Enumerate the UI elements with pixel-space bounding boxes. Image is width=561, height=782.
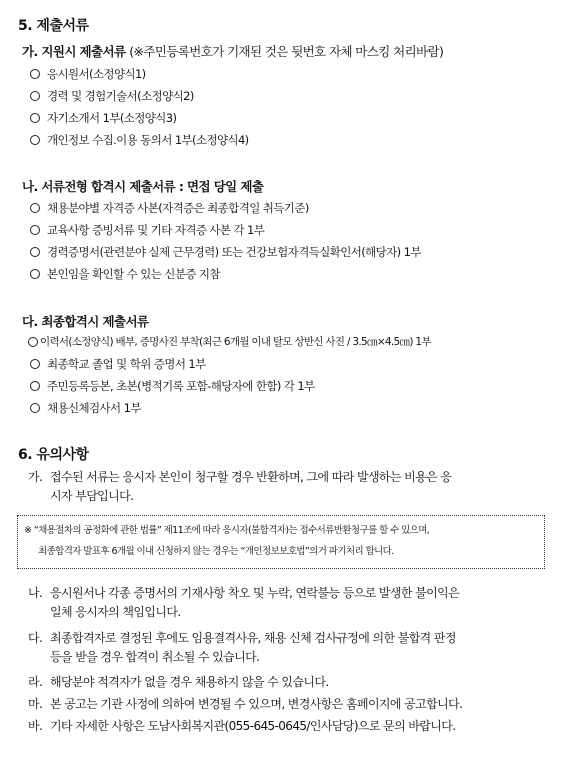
- notice-marker: 가.: [28, 470, 43, 484]
- notice-ma: 마. 본 공고는 기관 사정에 의하여 변경될 수 있으며, 변경사항은 홈페이지에 공고합니다.: [28, 695, 462, 714]
- subsection-ga-title: 가. 지원시 제출서류: [22, 44, 126, 59]
- circle-bullet-icon: [30, 135, 40, 145]
- list-item: 채용신체검사서 1부: [30, 400, 141, 416]
- list-item: 최종학교 졸업 및 학위 증명서 1부: [30, 356, 206, 372]
- notice-marker: 바.: [28, 719, 43, 733]
- list-item: 경력증명서(관련분야 실제 근무경력) 또는 건강보험자격득실확인서(해당자) 1부: [30, 244, 421, 260]
- section5-title: 5. 제출서류: [18, 18, 89, 34]
- list-item: 교육사항 증빙서류 및 기타 자격증 사본 각 1부: [30, 222, 264, 238]
- list-item: 주민등록등본, 초본(병적기록 포함-해당자에 한함) 각 1부: [30, 378, 315, 394]
- list-item: 자기소개서 1부(소정양식3): [30, 110, 176, 126]
- circle-bullet-icon: [30, 269, 40, 279]
- circle-bullet-icon: [30, 403, 40, 413]
- notice-ba: 바. 기타 자세한 사항은 도남사회복지관(055-645-0645/인사담당)으로 문의 바랍니다.: [28, 717, 456, 736]
- subsection-da-title: 다. 최종합격시 제출서류: [22, 314, 149, 329]
- notice-marker: 마.: [28, 697, 43, 711]
- notice-marker: 나.: [28, 586, 43, 600]
- list-item: 이력서(소정양식) 배부, 증명사진 부착(최근 6개월 이내 탈모 상반신 사진 / 3.5㎝×4.5㎝) 1부: [28, 334, 431, 349]
- circle-bullet-icon: [30, 69, 40, 79]
- legal-note-line1: ※ “채용절차의 공정화에 관한 법률” 제11조에 따라 응시자(불합격자)는 접수서류반환청구를 할 수 있으며,: [24, 525, 430, 536]
- list-item: 응시원서(소정양식1): [30, 66, 146, 82]
- circle-bullet-icon: [30, 203, 40, 213]
- circle-bullet-icon: [30, 381, 40, 391]
- notice-marker: 다.: [28, 631, 43, 645]
- legal-note-line2: 최종합격자 발표후 6개월 이내 신청하지 않는 경우는 “개인정보보호법”의거 파기처리 합니다.: [38, 546, 394, 557]
- masking-note: (※주민등록번호가 기재된 것은 뒷번호 자체 마스킹 처리바람): [129, 44, 444, 59]
- list-item: 개인정보 수집.이용 동의서 1부(소정양식4): [30, 132, 249, 148]
- subsection-ga-heading: [22, 42, 443, 60]
- section6-title: 6. 유의사항: [18, 447, 89, 463]
- notice-ga: 가. 접수된 서류는 응시자 본인이 청구할 경우 반환하며, 그에 따라 발생하는 비용은 응 시자 부담입니다.: [28, 470, 452, 503]
- circle-bullet-icon: [30, 247, 40, 257]
- circle-bullet-icon: [30, 113, 40, 123]
- notice-da: 다. 최종합격자로 결정된 후에도 임용결격사유, 채용 신체 검사규정에 의한 불합격 판정 등을 받을 경우 합격이 취소될 수 있습니다.: [28, 631, 456, 664]
- list-item: 본인임을 확인할 수 있는 신분증 지참: [30, 266, 220, 282]
- circle-bullet-icon: [28, 337, 38, 347]
- subsection-na-title: 나. 서류전형 합격시 제출서류 : 면접 당일 제출: [22, 179, 264, 194]
- notice-na: 나. 응시원서나 각종 증명서의 기재사항 착오 및 누락, 연락불능 등으로 발생한 불이익은 일체 응시자의 책임입니다.: [28, 586, 460, 619]
- legal-note-box: [17, 515, 545, 569]
- circle-bullet-icon: [30, 225, 40, 235]
- list-item: 경력 및 경험기술서(소정양식2): [30, 88, 194, 104]
- circle-bullet-icon: [30, 91, 40, 101]
- list-item: 채용분야별 자격증 사본(자격증은 최종합격일 취득기준): [30, 200, 309, 216]
- circle-bullet-icon: [30, 359, 40, 369]
- notice-marker: 라.: [28, 675, 43, 689]
- notice-ra: 라. 해당분야 적격자가 없을 경우 채용하지 않을 수 있습니다.: [28, 673, 329, 692]
